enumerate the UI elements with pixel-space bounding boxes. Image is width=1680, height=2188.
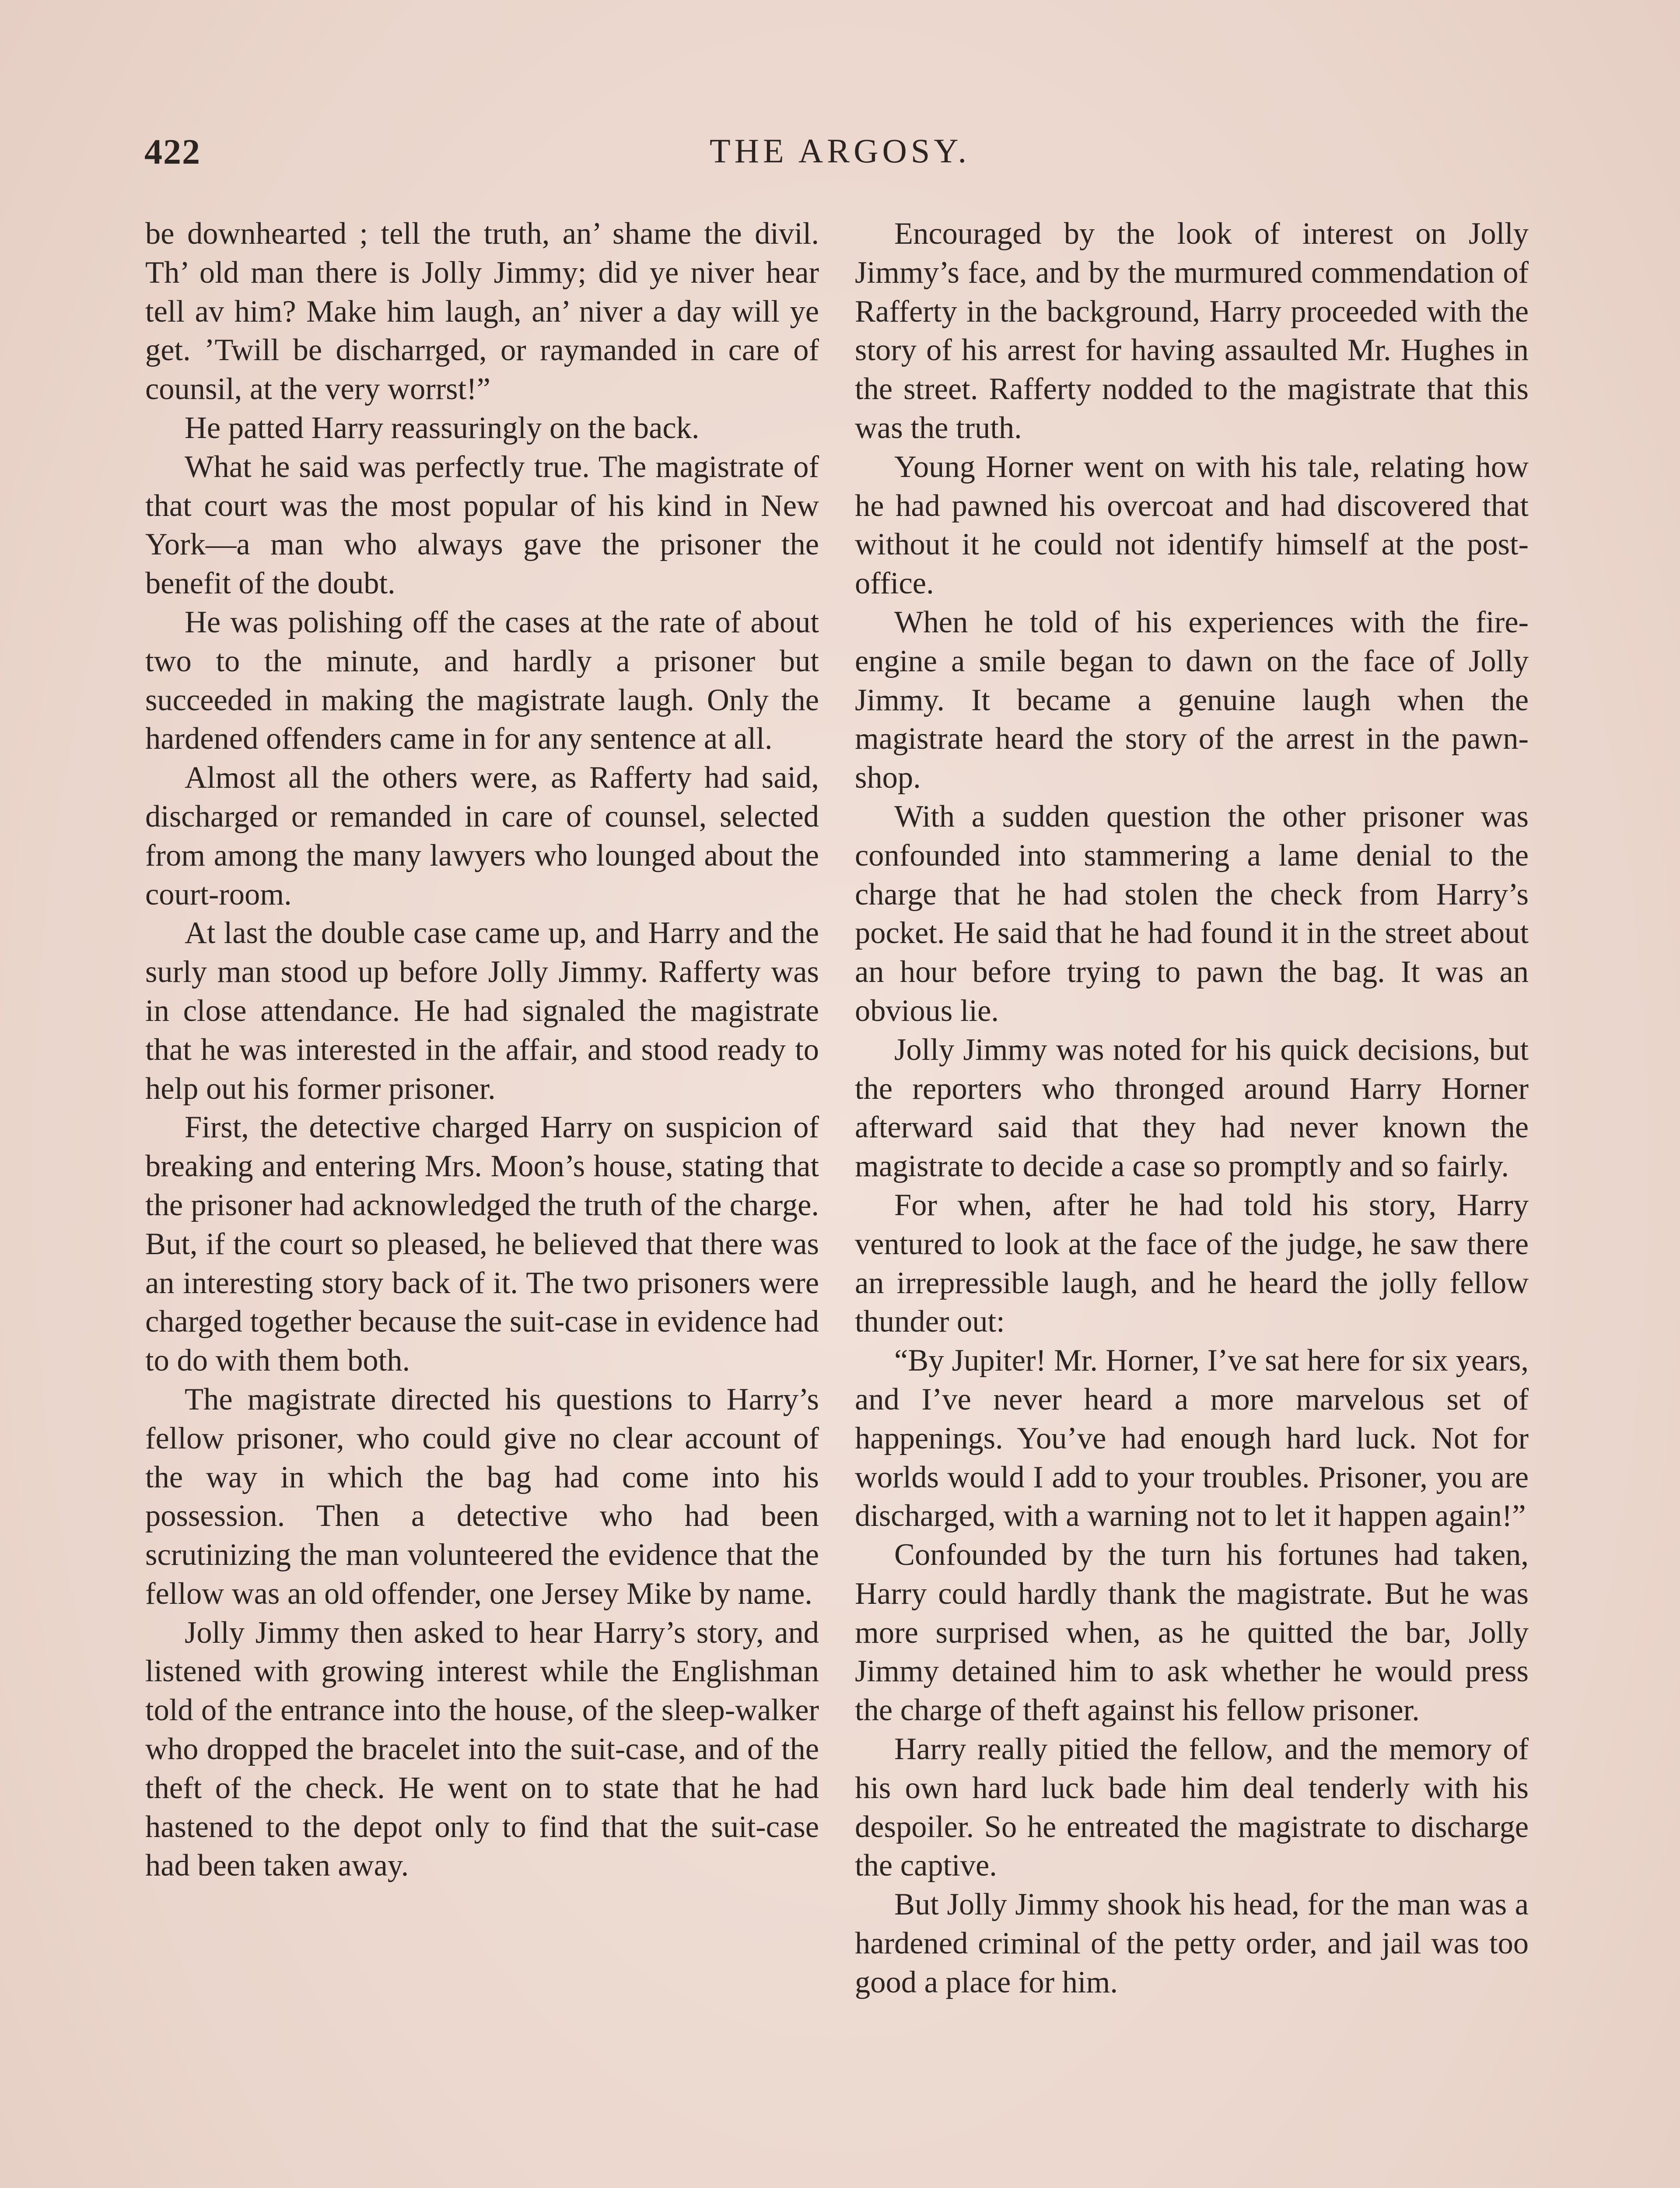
paragraph: Jolly Jimmy then asked to hear Harry’s story, and listened with growing interest while the Englishman told of the entrance into the house, of the sleep-walker who dropped the bracelet into the suit-case, and of the theft of the check. He went on to state that he had hastened to the depot only to find that the suit-case had been taken away. bbox=[145, 1615, 819, 1883]
running-head: THE ARGOSY. bbox=[710, 132, 970, 170]
paragraph: Young Horner went on with his tale, relating how he had pawned his overcoat and had discovered that without it he could not identify himself at the post-office. bbox=[855, 449, 1529, 601]
paragraph: For when, after he had told his story, Harry ventured to look at the face of the judge, he saw there an irrepressible laugh, and he heard the jolly fellow thunder out: bbox=[855, 1188, 1529, 1339]
paragraph: Encouraged by the look of interest on Jolly Jimmy’s face, and by the murmured commendation of Rafferty in the background, Harry proceeded with the story of his arrest for having assaulted Mr. Hughes in the street. Rafferty nodded to the magistrate that this was the truth. bbox=[855, 217, 1529, 445]
paragraph: be downhearted ; tell the truth, an’ shame the divil. Th’ old man there is Jolly Jimmy; did ye niver hear tell av him? Make him laugh, an’ niver a day will ye get. ’Twill be discharrged, or raymanded in care of counsil, at the very worrst!” bbox=[145, 217, 819, 407]
paragraph: With a sudden question the other prisoner was confounded into stammering a lame denial to the charge that he had stolen the check from Harry’s pocket. He said that he had found it in the street about an hour before trying to pawn the bag. It was an obvious lie. bbox=[855, 799, 1529, 1028]
paragraph: He patted Harry reassuringly on the back. bbox=[185, 410, 700, 445]
paragraph: Confounded by the turn his fortunes had taken, Harry could hardly thank the magistrate. But he was more surprised when, as he quitted the bar, Jolly Jimmy detained him to ask whether he would press the charge of theft against his fellow prisoner. bbox=[855, 1538, 1529, 1728]
paragraph: Almost all the others were, as Rafferty had said, discharged or remanded in care of counsel, selected from among the many lawyers who lounged about the court-room. bbox=[145, 761, 819, 912]
page-header bbox=[144, 131, 1536, 179]
left-column bbox=[145, 214, 819, 1885]
paragraph: The magistrate directed his questions to Harry’s fellow prisoner, who could give no clear account of the way in which the bag had come into his possession. Then a detective who had been scrutinizing the man volunteered the evidence that the fellow was an old offender, one Jersey Mike by name. bbox=[145, 1382, 819, 1611]
right-column bbox=[855, 214, 1529, 2002]
paragraph: “By Jupiter! Mr. Horner, I’ve sat here for six years, and I’ve never heard a more marvelous set of happenings. You’ve had enough hard luck. Not for worlds would I add to your troubles. Prisoner, you are discharged, with a warning not to let it happen again!” bbox=[855, 1343, 1529, 1533]
page-number: 422 bbox=[144, 132, 201, 172]
paragraph: Jolly Jimmy was noted for his quick decisions, but the reporters who thronged around Harry Horner afterward said that they had never known the magistrate to decide a case so promptly and so fairly. bbox=[855, 1032, 1529, 1184]
paragraph: When he told of his experiences with the fire-engine a smile began to dawn on the face of Jolly Jimmy. It became a genuine laugh when the magistrate heard the story of the arrest in the pawn-shop. bbox=[855, 605, 1529, 795]
paragraph: First, the detective charged Harry on suspicion of breaking and entering Mrs. Moon’s house, stating that the prisoner had acknowledged the truth of the charge. But, if the court so pleased, he believed that there was an interesting story back of it. The two prisoners were charged together because the suit-case in evidence had to do with them both. bbox=[145, 1110, 819, 1378]
paragraph: Harry really pitied the fellow, and the memory of his own hard luck bade him deal tenderly with his despoiler. So he entreated the magistrate to discharge the captive. bbox=[855, 1732, 1529, 1883]
paragraph: He was polishing off the cases at the rate of about two to the minute, and hardly a prisoner but succeeded in making the magistrate laugh. Only the hardened offenders came in for any sentence at all. bbox=[145, 605, 819, 756]
paragraph: But Jolly Jimmy shook his head, for the man was a hardened criminal of the petty order, and jail was too good a place for him. bbox=[855, 1887, 1529, 1999]
paragraph: What he said was perfectly true. The magistrate of that court was the most popular of his kind in New York—a man who always gave the prisoner the benefit of the doubt. bbox=[145, 449, 819, 601]
paragraph: At last the double case came up, and Harry and the surly man stood up before Jolly Jimmy. Rafferty was in close attendance. He had signaled the magistrate that he was interested in the affair, and stood ready to help out his former prisoner. bbox=[145, 916, 819, 1106]
